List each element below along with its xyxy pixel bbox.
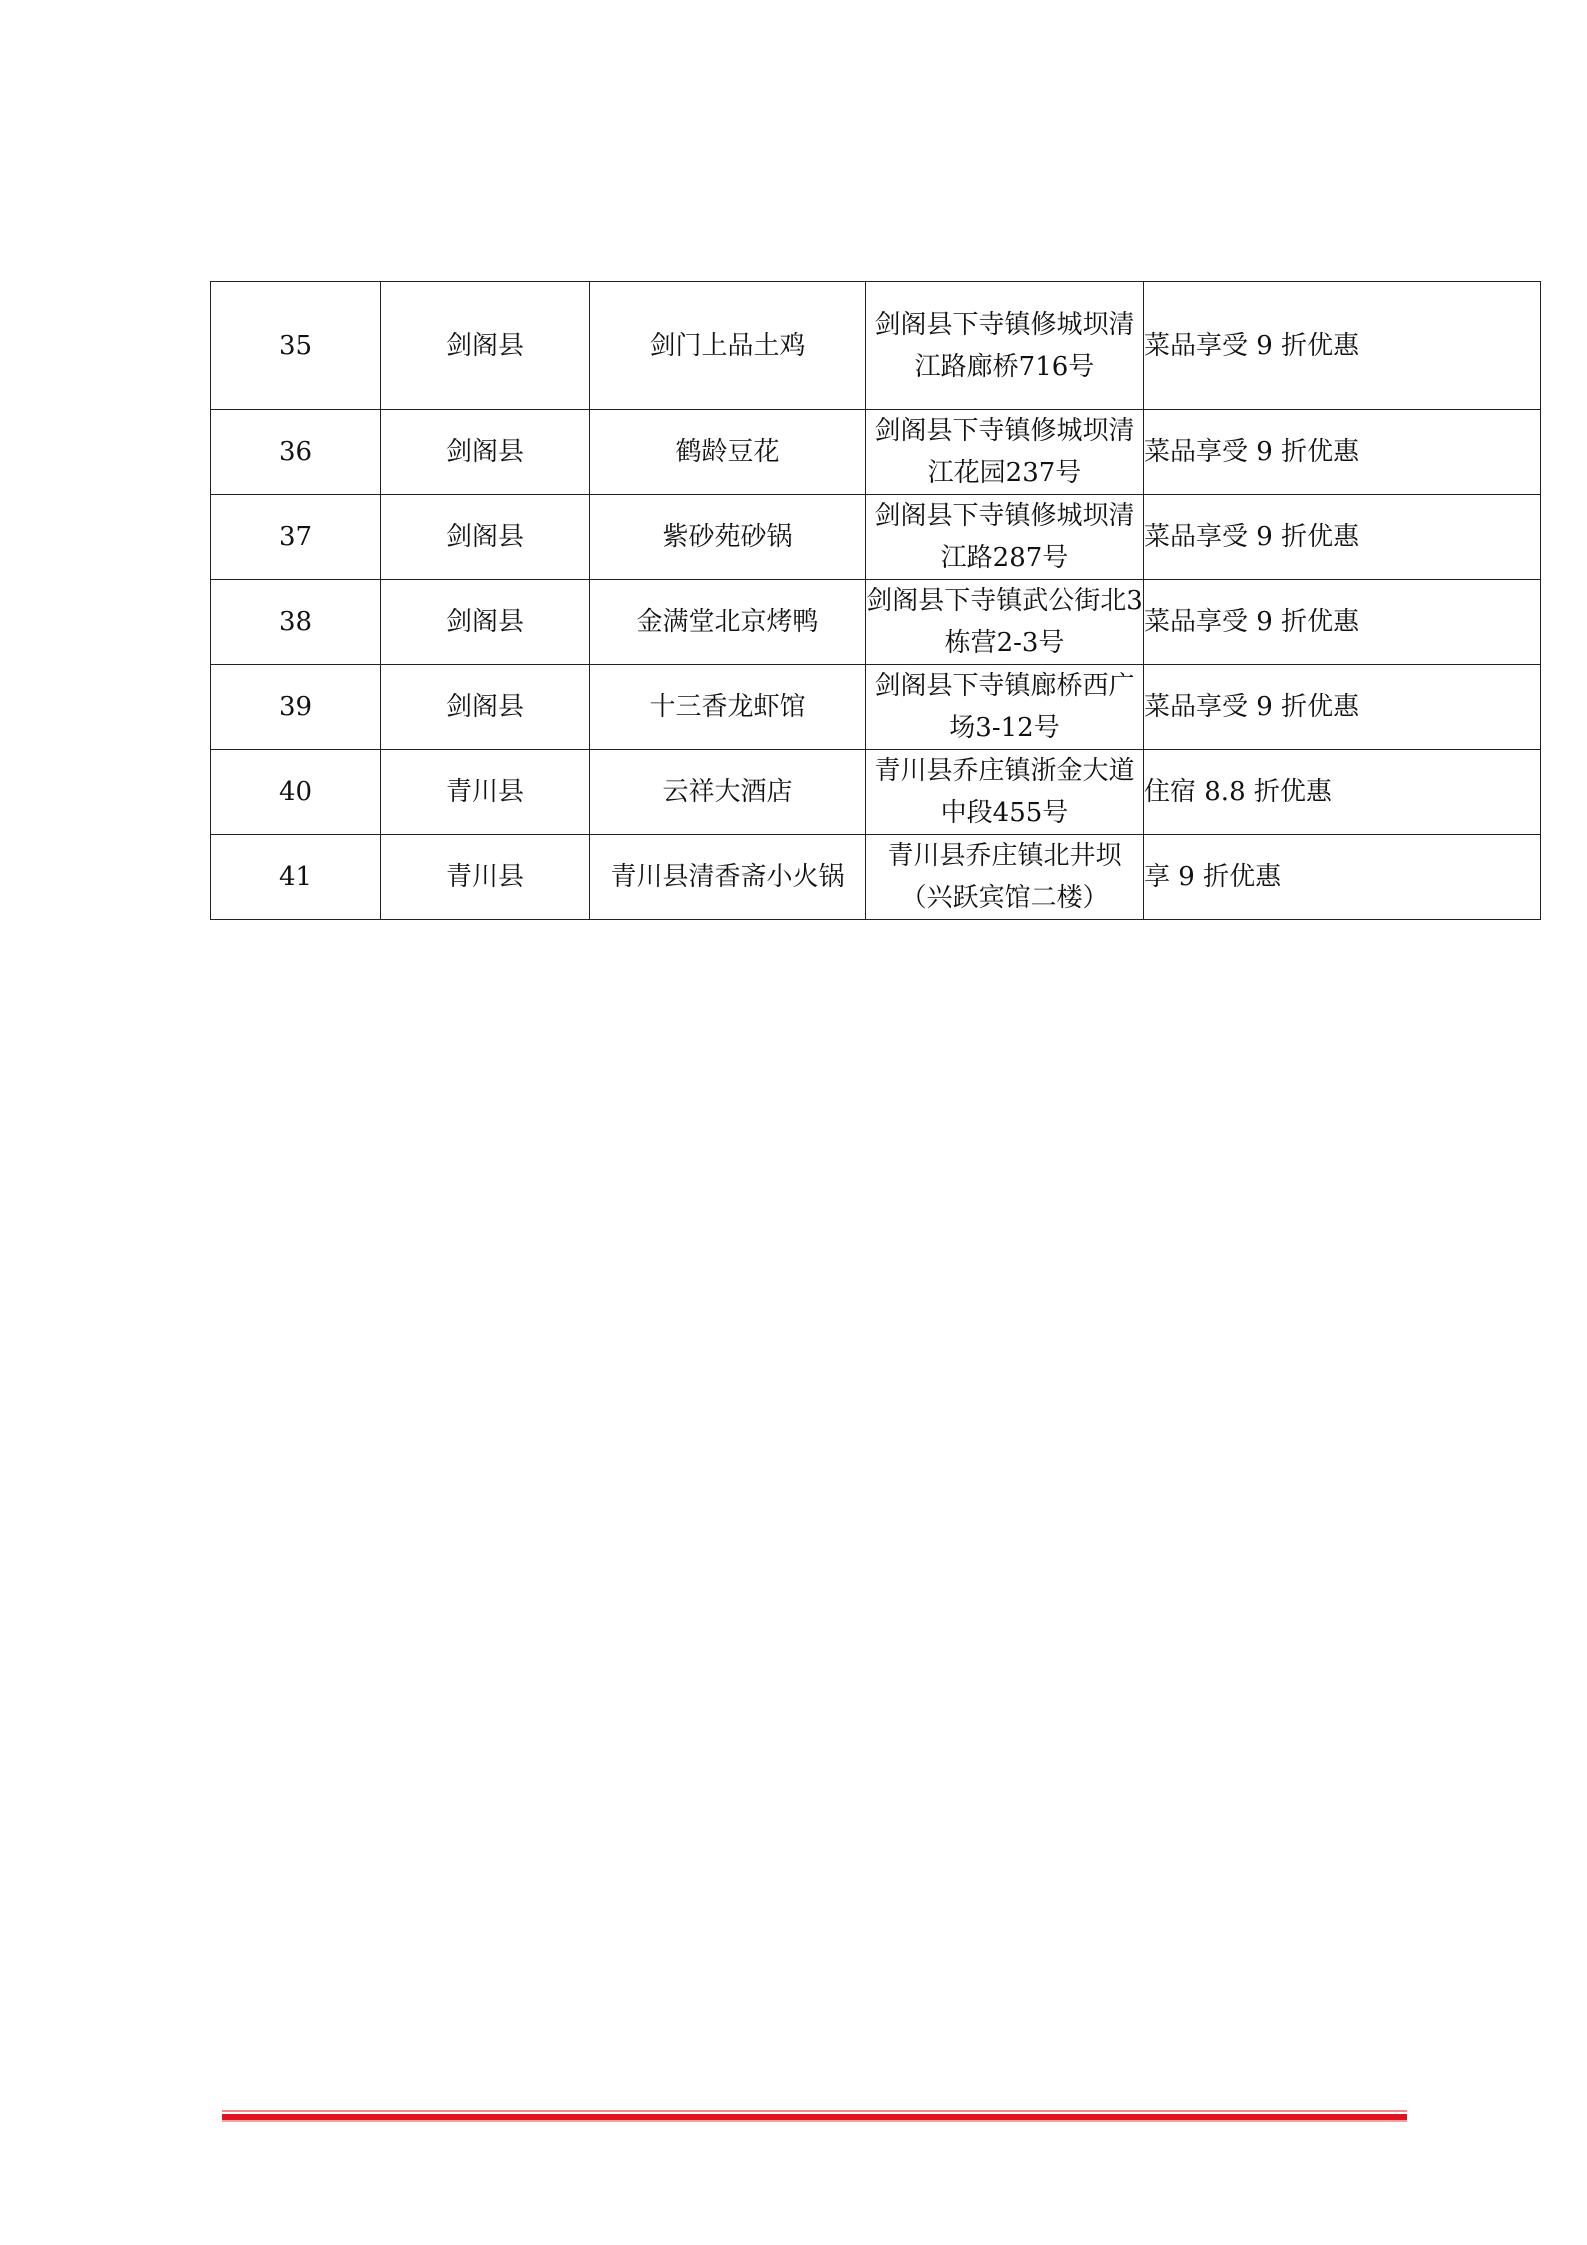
merchant-name-cell: 青川县清香斋小火锅 [590, 835, 866, 920]
merchant-name-cell: 鹤龄豆花 [590, 410, 866, 495]
merchant-name-cell: 剑门上品土鸡 [590, 282, 866, 410]
county-cell: 剑阁县 [381, 410, 590, 495]
county-cell: 剑阁县 [381, 665, 590, 750]
county-cell: 青川县 [381, 750, 590, 835]
row-number: 37 [211, 495, 381, 580]
county-cell: 剑阁县 [381, 495, 590, 580]
merchant-name-cell: 云祥大酒店 [590, 750, 866, 835]
address-cell: 青川县乔庄镇北井坝（兴跃宾馆二楼） [866, 835, 1144, 920]
merchant-discount-table [210, 281, 1541, 920]
table-row [211, 750, 1541, 835]
row-number: 41 [211, 835, 381, 920]
row-number: 38 [211, 580, 381, 665]
county-cell: 青川县 [381, 835, 590, 920]
merchant-name-cell: 金满堂北京烤鸭 [590, 580, 866, 665]
offer-cell: 享 9 折优惠 [1144, 835, 1541, 920]
offer-cell: 菜品享受 9 折优惠 [1144, 282, 1541, 410]
merchant-name-cell: 十三香龙虾馆 [590, 665, 866, 750]
offer-cell: 菜品享受 9 折优惠 [1144, 580, 1541, 665]
footer-divider-highlight [222, 2110, 1407, 2112]
table-row [211, 495, 1541, 580]
address-cell: 剑阁县下寺镇修城坝清江路287号 [866, 495, 1144, 580]
table-row [211, 282, 1541, 410]
offer-cell: 菜品享受 9 折优惠 [1144, 665, 1541, 750]
table-row [211, 835, 1541, 920]
address-cell: 剑阁县下寺镇武公街北3栋营2-3号 [866, 580, 1144, 665]
offer-cell: 菜品享受 9 折优惠 [1144, 495, 1541, 580]
offer-cell: 住宿 8.8 折优惠 [1144, 750, 1541, 835]
row-number: 35 [211, 282, 381, 410]
row-number: 36 [211, 410, 381, 495]
footer-red-divider [222, 2114, 1407, 2122]
row-number: 40 [211, 750, 381, 835]
row-number: 39 [211, 665, 381, 750]
address-cell: 剑阁县下寺镇修城坝清江路廊桥716号 [866, 282, 1144, 410]
merchant-name-cell: 紫砂苑砂锅 [590, 495, 866, 580]
address-cell: 剑阁县下寺镇廊桥西广场3-12号 [866, 665, 1144, 750]
table-row [211, 580, 1541, 665]
address-cell: 青川县乔庄镇浙金大道中段455号 [866, 750, 1144, 835]
table-row [211, 665, 1541, 750]
county-cell: 剑阁县 [381, 580, 590, 665]
county-cell: 剑阁县 [381, 282, 590, 410]
offer-cell: 菜品享受 9 折优惠 [1144, 410, 1541, 495]
table-row [211, 410, 1541, 495]
address-cell: 剑阁县下寺镇修城坝清江花园237号 [866, 410, 1144, 495]
